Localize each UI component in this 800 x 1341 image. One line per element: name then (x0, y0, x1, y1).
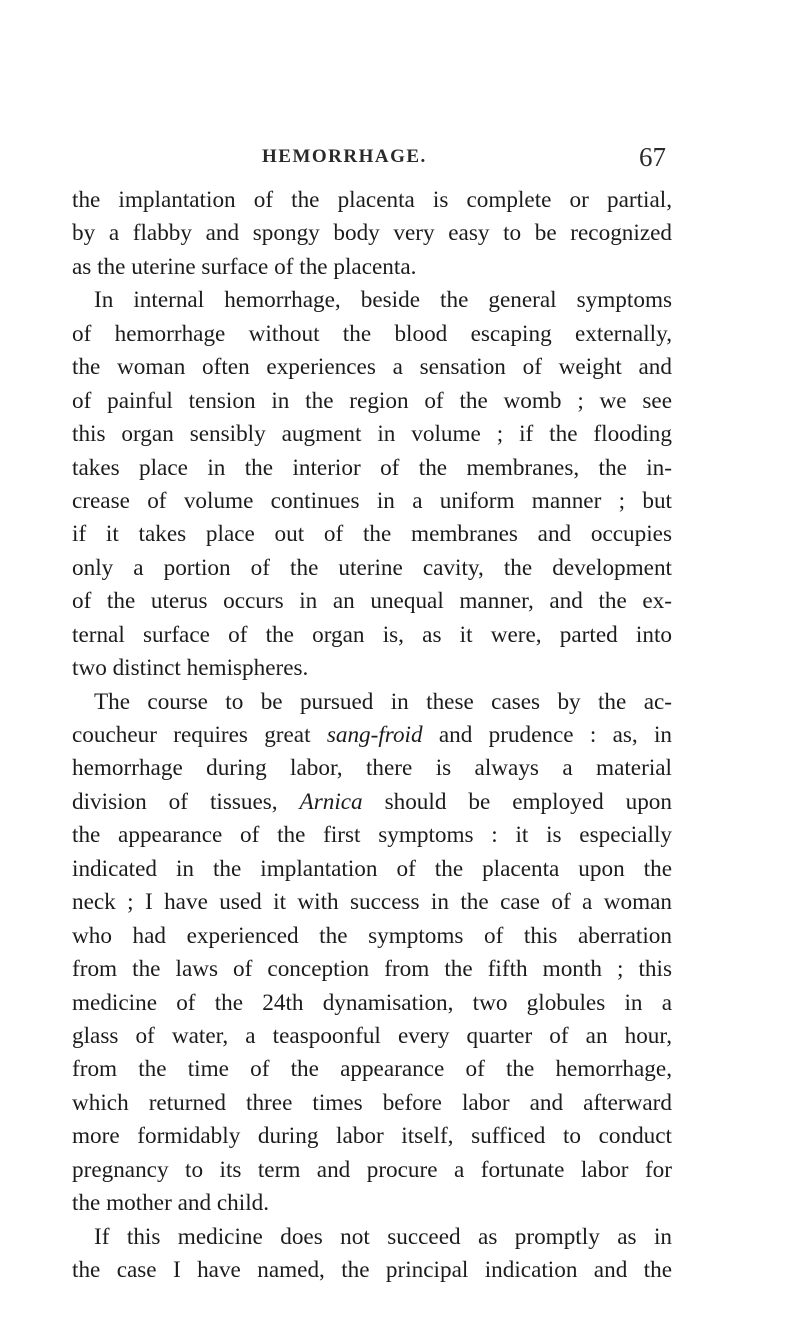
text-line: as the uterine surface of the placenta. (72, 253, 417, 280)
text-segment: and prudence : as, in (422, 722, 673, 748)
text-line: the appearance of the first symptoms : it is especially (72, 822, 672, 849)
text-line: neck ; I have used it with success in the case of a woman (72, 889, 672, 916)
text-line: from the laws of conception from the fifth month ; this (72, 956, 672, 983)
text-line (72, 786, 672, 819)
text-line: who had experienced the symptoms of this aberration (72, 922, 672, 949)
text-line: The course to be pursued in these cases by the ac- (94, 688, 672, 715)
text-line: medicine of the 24th dynamisation, two globules in a (72, 989, 672, 1016)
text-line: this organ sensibly augment in volume ; if the flooding (72, 421, 672, 448)
text-line: pregnancy to its term and procure a fortunate labor for (72, 1156, 672, 1183)
text-line: the mother and child. (72, 1190, 270, 1217)
text-line: two distinct hemispheres. (72, 655, 309, 682)
text-line: if it takes place out of the membranes and occupies (72, 521, 672, 548)
text-line: more formidably during labor itself, sufficed to conduct (72, 1123, 672, 1150)
text-line: crease of volume continues in a uniform manner ; but (72, 487, 672, 514)
italic-term: sang-froid (326, 722, 423, 748)
text-line: takes place in the interior of the membranes, the in- (72, 454, 672, 481)
text-line: from the time of the appearance of the hemorrhage, (72, 1056, 672, 1083)
text-line: of hemorrhage without the blood escaping externally, (72, 320, 672, 347)
text-line: of painful tension in the region of the womb ; we see (72, 387, 672, 414)
text-line: which returned three times before labor and afterward (72, 1089, 672, 1116)
text-segment: should be employed upon (362, 788, 672, 815)
text-line: the implantation of the placenta is complete or partial, (72, 187, 672, 213)
text-line (72, 719, 672, 752)
text-line: If this medicine does not succeed as promptly as in (94, 1223, 672, 1250)
text-line: the woman often experiences a sensation of weight and (72, 354, 672, 381)
text-line: hemorrhage during labor, there is always a material (72, 755, 672, 782)
text-line: of the uterus occurs in an unequal manner, and the ex- (72, 588, 672, 615)
text-line: ternal surface of the organ is, as it were, parted into (72, 621, 672, 648)
text-line: In internal hemorrhage, beside the general symptoms (94, 287, 672, 314)
text-line: the case I have named, the principal indication and the (72, 1257, 672, 1283)
text-line: glass of water, a teaspoonful every quarter of an hour, (72, 1022, 672, 1049)
text-line: by a flabby and spongy body very easy to be recognized (72, 220, 672, 247)
text-line: indicated in the implantation of the placenta upon the (72, 855, 672, 882)
text-line: only a portion of the uterine cavity, the development (72, 554, 672, 581)
running-title: HEMORRHAGE. (262, 146, 427, 167)
page-number: 67 (639, 142, 666, 172)
body-text (72, 184, 672, 1287)
running-head (0, 142, 800, 172)
text-segment: division of tissues, (72, 788, 300, 815)
italic-term: Arnica (299, 788, 363, 815)
text-segment: coucheur requires great (72, 722, 327, 748)
